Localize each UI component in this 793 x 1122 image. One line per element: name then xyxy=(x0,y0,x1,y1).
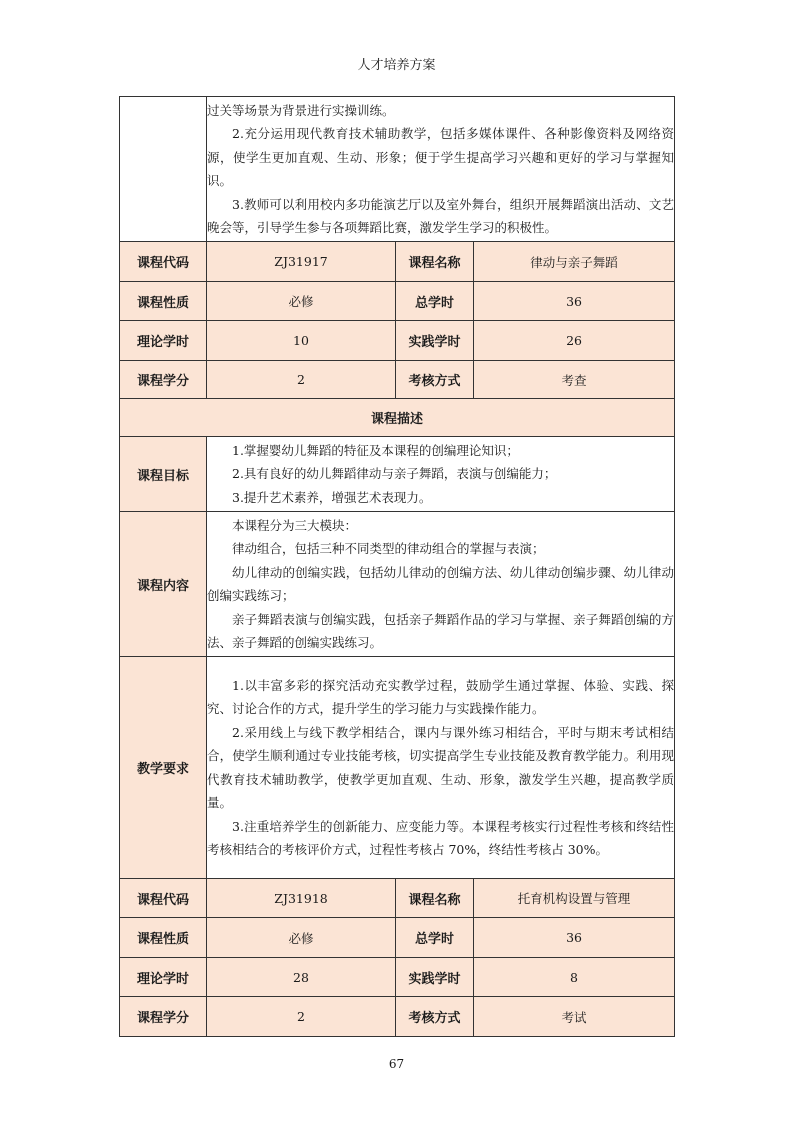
credit-label: 课程学分 xyxy=(120,997,207,1037)
course1-code-row xyxy=(120,242,675,282)
course-content-text xyxy=(207,512,675,657)
course-nature-value: 必修 xyxy=(207,282,396,321)
credit-label: 课程学分 xyxy=(120,361,207,399)
theory-hours-label: 理论学时 xyxy=(120,958,207,997)
course1-goal-row xyxy=(120,437,675,512)
course2-theory-row xyxy=(120,958,675,997)
intro-label-cell xyxy=(120,97,207,242)
course-name-value: 律动与亲子舞蹈 xyxy=(474,242,675,282)
course-code-value: ZJ31917 xyxy=(207,242,396,282)
goal-item: 1.掌握婴幼儿舞蹈的特征及本课程的创编理论知识； xyxy=(232,442,519,458)
course-name-value: 托育机构设置与管理 xyxy=(474,879,675,918)
course1-requirement-row xyxy=(120,657,675,879)
credit-value: 2 xyxy=(207,997,396,1037)
theory-hours-label: 理论学时 xyxy=(120,321,207,361)
assessment-label: 考核方式 xyxy=(396,361,474,399)
goal-item: 3.提升艺术素养，增强艺术表现力。 xyxy=(232,489,432,505)
course-goal-text xyxy=(207,437,675,512)
requirement-item: 2.采用线上与线下教学相结合，课内与课外练习相结合，平时与期末考试相结合，使学生顺利通过专业技能考核，切实提高学生专业技能及教育教学能力。利用现代教育技术辅助教学，使教学更加直观、生动、形象，激发学生兴趣，提高教学质量。 xyxy=(207,724,675,810)
content-item: 本课程分为三大模块： xyxy=(232,517,358,533)
course-code-label: 课程代码 xyxy=(120,879,207,918)
goal-item: 2.具有良好的幼儿舞蹈律动与亲子舞蹈，表演与创编能力； xyxy=(232,466,557,482)
course2-credit-row xyxy=(120,997,675,1037)
total-hours-label: 总学时 xyxy=(396,282,474,321)
assessment-label: 考核方式 xyxy=(396,997,474,1037)
course2-nature-row xyxy=(120,918,675,958)
intro-paragraph: 3.教师可以利用校内多功能演艺厅以及室外舞台，组织开展舞蹈演出活动、文艺晚会等，引导学生参与各项舞蹈比赛，激发学生学习的积极性。 xyxy=(207,196,675,235)
course-content-label: 课程内容 xyxy=(120,512,207,657)
course-code-label: 课程代码 xyxy=(120,242,207,282)
course-nature-label: 课程性质 xyxy=(120,282,207,321)
requirement-item: 1.以丰富多彩的探究活动充实教学过程，鼓励学生通过掌握、体验、实践、探究、讨论合作的方式，提升学生的学习能力与实践操作能力。 xyxy=(207,677,675,716)
teaching-requirement-text xyxy=(207,657,675,879)
intro-paragraph: 2.充分运用现代教育技术辅助教学，包括多媒体课件、各种影像资料及网络资源，使学生更加直观、生动、形象；便于学生提高学习兴趣和更好的学习与掌握知识。 xyxy=(207,126,675,188)
practice-hours-value: 8 xyxy=(474,958,675,997)
total-hours-value: 36 xyxy=(474,282,675,321)
requirement-item: 3.注重培养学生的创新能力、应变能力等。本课程考核实行过程性考核和终结性考核相结合的考核评价方式，过程性考核占 70%，终结性考核占 30%。 xyxy=(207,818,675,857)
page-header: 人才培养方案 xyxy=(357,58,436,73)
course1-nature-row xyxy=(120,282,675,321)
page-number: 67 xyxy=(388,1057,405,1071)
course1-credit-row xyxy=(120,361,675,399)
theory-hours-value: 10 xyxy=(207,321,396,361)
course1-theory-row xyxy=(120,321,675,361)
content-item: 幼儿律动的创编实践，包括幼儿律动的创编方法、幼儿律动创编步骤、幼儿律动创编实践练习； xyxy=(207,564,675,603)
total-hours-label: 总学时 xyxy=(396,918,474,958)
intro-row xyxy=(120,97,675,242)
assessment-value: 考查 xyxy=(474,361,675,399)
practice-hours-value: 26 xyxy=(474,321,675,361)
course1-content-row xyxy=(120,512,675,657)
content-item: 律动组合，包括三种不同类型的律动组合的掌握与表演； xyxy=(232,541,545,556)
credit-value: 2 xyxy=(207,361,396,399)
course-nature-value: 必修 xyxy=(207,918,396,958)
intro-text-cell xyxy=(207,97,675,242)
total-hours-value: 36 xyxy=(474,918,675,958)
course-nature-label: 课程性质 xyxy=(120,918,207,958)
course2-code-row xyxy=(120,879,675,918)
course-code-value: ZJ31918 xyxy=(207,879,396,918)
practice-hours-label: 实践学时 xyxy=(396,321,474,361)
course-description-heading: 课程描述 xyxy=(120,399,675,437)
course-table xyxy=(119,96,675,1037)
assessment-value: 考试 xyxy=(474,997,675,1037)
intro-paragraph: 过关等场景为背景进行实操训练。 xyxy=(207,102,395,118)
theory-hours-value: 28 xyxy=(207,958,396,997)
teaching-requirement-label: 教学要求 xyxy=(120,657,207,879)
course-name-label: 课程名称 xyxy=(396,879,474,918)
course-name-label: 课程名称 xyxy=(396,242,474,282)
course-goal-label: 课程目标 xyxy=(120,437,207,512)
content-item: 亲子舞蹈表演与创编实践，包括亲子舞蹈作品的学习与掌握、亲子舞蹈创编的方法、亲子舞蹈的创编实践练习。 xyxy=(207,611,675,650)
practice-hours-label: 实践学时 xyxy=(396,958,474,997)
course1-description-row xyxy=(120,399,675,437)
